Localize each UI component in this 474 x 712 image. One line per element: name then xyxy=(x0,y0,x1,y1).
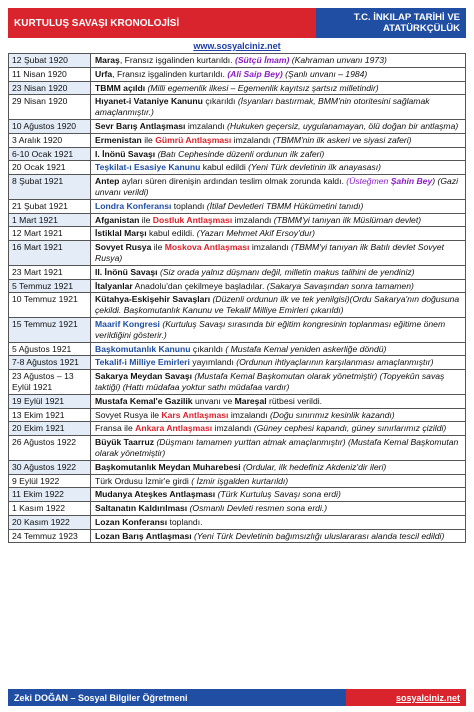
row-event xyxy=(91,356,465,369)
row-date: 11 Ekim 1922 xyxy=(9,488,91,501)
event-text: (Osmanlı Devleti resmen sona erdi.) xyxy=(187,503,328,514)
row-event xyxy=(91,488,465,501)
event-text: kabul edildi xyxy=(200,162,249,173)
row-event xyxy=(91,95,465,119)
event-text: imzalandı xyxy=(231,134,273,145)
event-text: ( Mustafa Kemal yeniden askerliğe döndü) xyxy=(225,343,387,354)
event-text: Maarif Kongresi xyxy=(95,318,160,329)
event-text: Urfa xyxy=(95,68,113,79)
row-date: 29 Nisan 1920 xyxy=(9,95,91,119)
event-text: Mudanya Ateşkes Antlaşması xyxy=(95,489,216,500)
row-date: 16 Mart 1921 xyxy=(9,241,91,265)
event-text: (TBMM'yi tanıyan ilk Batılı devlet Sovyet Rusya) xyxy=(95,242,445,263)
row-event xyxy=(91,318,465,342)
row-date: 30 Ağustos 1922 xyxy=(9,461,91,474)
event-text: toplandı xyxy=(171,200,207,211)
row-date: 9 Eylül 1922 xyxy=(9,475,91,488)
event-text: (Kurtuluş Savaşı sırasında bir eğitim kongresinin toplanması eğitime önem verildiğini gösterir.) xyxy=(95,318,446,340)
event-text: ( İzmir işgalden kurtarıldı) xyxy=(191,475,289,486)
row-event xyxy=(91,530,465,543)
row-date: 6-10 Ocak 1921 xyxy=(9,148,91,161)
event-text: çıkarıldı xyxy=(190,343,226,354)
row-event xyxy=(91,280,465,293)
event-text: Sovyet Rusya xyxy=(95,242,152,253)
row-event xyxy=(91,161,465,174)
event-text: ayları süren direnişin ardından teslim olmak zorunda kaldı. xyxy=(119,176,347,187)
page-title: KURTULUŞ SAVAŞI KRONOLOJİSİ xyxy=(8,8,316,38)
footer-site-link[interactable]: sosyalciniz.net xyxy=(346,689,466,706)
table-row xyxy=(8,502,466,516)
event-text: imzalandı xyxy=(249,242,292,253)
row-date: 5 Ağustos 1921 xyxy=(9,343,91,356)
table-row xyxy=(8,461,466,475)
row-date: 23 Ağustos – 13 Eylül 1921 xyxy=(9,370,91,394)
row-event xyxy=(91,293,465,317)
row-event xyxy=(91,175,465,199)
row-event xyxy=(91,502,465,515)
row-date: 26 Ağustos 1922 xyxy=(9,436,91,460)
row-date: 23 Nisan 1920 xyxy=(9,82,91,95)
event-text: çıkarıldı xyxy=(202,96,238,107)
event-text: (Düzenli ordunun ilk ve tek yenilgisi)(Ordu Sakarya'nın doğusuna çekildi. Başkomutanlık Kanunu ve Tekalif Milliye Emirleri çıkarıldı) xyxy=(95,294,460,316)
row-date: 1 Mart 1921 xyxy=(9,214,91,227)
row-date: 15 Temmuz 1921 xyxy=(9,318,91,342)
event-text: (Ordunun ihtiyaçlarının karşılanması amaçlanmıştır) xyxy=(236,357,434,368)
event-text: unvanı ve xyxy=(192,395,235,406)
table-row xyxy=(8,120,466,134)
row-event xyxy=(91,422,465,435)
row-date: 10 Temmuz 1921 xyxy=(9,293,91,317)
table-row xyxy=(8,293,466,318)
event-text: ile xyxy=(139,214,153,225)
row-event xyxy=(91,214,465,227)
table-row xyxy=(8,134,466,148)
event-text: Dostluk Antlaşması xyxy=(152,214,233,225)
table-row xyxy=(8,200,466,214)
table-row xyxy=(8,343,466,357)
row-date: 20 Kasım 1922 xyxy=(9,516,91,529)
row-date: 20 Ocak 1921 xyxy=(9,161,91,174)
event-text: Maraş xyxy=(95,55,120,65)
row-date: 10 Ağustos 1920 xyxy=(9,120,91,133)
event-text: Antep xyxy=(95,176,120,187)
row-event xyxy=(91,134,465,147)
event-text: Tekalif-i Milliye Emirleri xyxy=(95,357,190,368)
row-event xyxy=(91,68,465,81)
event-text: (Yeni Türk Devletinin bağımsızlığı uluslararası alanda tescil edildi) xyxy=(191,530,445,541)
event-text: Teşkilat-ı Esasiye Kanunu xyxy=(95,162,201,173)
table-row xyxy=(8,161,466,175)
event-text: Saltanatın Kaldırılması xyxy=(95,503,188,514)
table-row xyxy=(8,516,466,530)
table-row xyxy=(8,318,466,343)
table-row xyxy=(8,214,466,228)
event-text: Kars Antlaşması xyxy=(161,409,229,420)
table-row xyxy=(8,95,466,120)
event-text: , Fransız işgalinden kurtarıldı. xyxy=(112,68,228,79)
row-date: 20 Ekim 1921 xyxy=(9,422,91,435)
event-text: (Mustafa Kemal Başkomutan olarak yönetmiştir) (Topyekûn savaş taktiği) (Hattı müdafaa yoktur sathı müdafaa vardır) xyxy=(95,371,445,392)
table-row xyxy=(8,530,466,544)
row-date: 13 Ekim 1921 xyxy=(9,409,91,422)
event-text: toplandı. xyxy=(167,516,203,527)
event-text: I. İnönü Savaşı xyxy=(95,148,156,159)
event-text: (Milli egemenlik ilkesi – Egemenlik kayıtsız şartsız milletindir) xyxy=(145,82,379,93)
event-text: (Düşmanı tamamen yurttan atmak amaçlanmıştır) (Mustafa Kemal Başkomutan olarak yönetmiştir) xyxy=(95,437,459,458)
event-text: rütbesi verildi. xyxy=(266,395,323,406)
row-event xyxy=(91,436,465,460)
row-event xyxy=(91,241,465,265)
event-text: yayımlandı xyxy=(189,357,237,368)
table-row xyxy=(8,395,466,409)
event-text: (Sütçü İmam) xyxy=(234,55,290,65)
course-title-line2: ATATÜRKÇÜLÜK xyxy=(382,23,460,34)
row-date: 7-8 Ağustos 1921 xyxy=(9,356,91,369)
event-text: Şahin Bey xyxy=(390,176,433,187)
row-date: 21 Şubat 1921 xyxy=(9,200,91,213)
event-text: kabul edildi. xyxy=(146,228,197,239)
event-text: Afganistan xyxy=(95,214,140,225)
row-date: 11 Nisan 1920 xyxy=(9,68,91,81)
event-text: Moskova Antlaşması xyxy=(164,242,250,253)
event-text: (TBMM'nin ilk askeri ve siyasi zaferi) xyxy=(272,134,412,145)
event-text: (Doğu sınırımız kesinlik kazandı) xyxy=(270,409,395,420)
event-text: Kütahya-Eskişehir Savaşları xyxy=(95,294,211,305)
event-text: (Üsteğmen xyxy=(346,176,391,187)
event-text: Mustafa Kemal'e Gazilik xyxy=(95,395,193,406)
event-text: (Şanlı unvanı – 1984) xyxy=(282,68,368,79)
event-text: ile xyxy=(151,242,165,253)
event-text: Sevr Barış Antlaşması xyxy=(95,120,186,131)
row-event xyxy=(91,54,465,67)
website-link[interactable]: www.sosyalciniz.net xyxy=(193,41,281,51)
event-text: (Kahraman unvanı 1973) xyxy=(289,55,387,65)
row-event xyxy=(91,370,465,394)
event-text: (Ali Saip Bey) xyxy=(227,68,283,79)
event-text: (İsyanları bastırmak, BMM'nin otoritesini sağlamak amaçlanmıştır.) xyxy=(95,96,430,118)
event-text: Ankara Antlaşması xyxy=(135,423,213,434)
table-row xyxy=(8,68,466,82)
event-text: Başkomutanlık Kanunu xyxy=(95,343,191,354)
row-event xyxy=(91,266,465,279)
event-text: TBMM açıldı xyxy=(95,82,146,93)
event-text: ile xyxy=(141,134,156,145)
event-text: (Ordular, ilk hedefiniz Akdeniz'dir ileri) xyxy=(240,461,387,472)
row-event xyxy=(91,120,465,133)
event-text: (TBMM'yi tanıyan ilk Müslüman devlet) xyxy=(273,214,422,225)
row-date: 3 Aralık 1920 xyxy=(9,134,91,147)
table-row xyxy=(8,475,466,489)
event-text: Londra Konferansı xyxy=(95,200,172,211)
row-event xyxy=(91,343,465,356)
table-row xyxy=(8,356,466,370)
event-text: , Fransız işgalinden kurtarıldı. xyxy=(119,55,235,65)
event-text: (Türk Kurtuluş Savaşı sona erdi) xyxy=(215,489,341,500)
table-row xyxy=(8,280,466,294)
event-text: imzalandı xyxy=(212,423,254,434)
event-text: Büyük Taarruz xyxy=(95,437,155,448)
row-date: 1 Kasım 1922 xyxy=(9,502,91,515)
footer-bar xyxy=(8,689,466,706)
row-date: 8 Şubat 1921 xyxy=(9,175,91,199)
table-row xyxy=(8,422,466,436)
row-event xyxy=(91,475,465,488)
event-text: ) (Gazi unvanı verildi) xyxy=(95,176,459,197)
course-title-line1: T.C. İNKILAP TARİHİ VE xyxy=(353,12,460,23)
table-row xyxy=(8,227,466,241)
course-title xyxy=(316,8,466,38)
event-text: (Yazarı Mehmet Akif Ersoy'dur) xyxy=(196,228,315,239)
event-text: Mareşal xyxy=(234,395,267,406)
row-event xyxy=(91,461,465,474)
row-event xyxy=(91,227,465,240)
row-date: 5 Temmuz 1921 xyxy=(9,280,91,293)
event-text: Lozan Barış Antlaşması xyxy=(95,530,192,541)
table-row xyxy=(8,175,466,200)
event-text: (Güney cephesi kapandı, güney sınırlarımız çizildi) xyxy=(253,423,447,434)
event-text: (Siz orada yalnız düşmanı değil, milletin makus talihini de yendiniz) xyxy=(157,266,415,277)
table-row xyxy=(8,148,466,162)
event-text: İtalyanlar xyxy=(95,280,133,291)
event-text: (Yeni Türk devletinin ilk anayasası) xyxy=(248,162,381,173)
event-text: (İtilaf Devletleri TBMM Hükümetini tanıdı) xyxy=(206,200,364,211)
table-row xyxy=(8,241,466,266)
event-text: (Batı Cephesinde düzenli ordunun ilk zaferi) xyxy=(155,148,325,159)
row-date: 23 Mart 1921 xyxy=(9,266,91,279)
event-text: Türk Ordusu İzmir'e girdi xyxy=(95,475,192,486)
event-text: Sovyet Rusya ile xyxy=(95,409,162,420)
event-text: Lozan Konferansı xyxy=(95,516,168,527)
table-row xyxy=(8,370,466,395)
row-date: 24 Temmuz 1923 xyxy=(9,530,91,543)
event-text: İstiklal Marşı xyxy=(95,228,147,239)
header-bar xyxy=(8,8,466,38)
event-text: imzalandı xyxy=(228,409,270,420)
table-row xyxy=(8,54,466,68)
event-text: Başkomutanlık Meydan Muharebesi xyxy=(95,461,241,472)
row-event xyxy=(91,516,465,529)
table-row xyxy=(8,266,466,280)
event-text: II. İnönü Savaşı xyxy=(95,266,158,277)
row-date: 12 Mart 1921 xyxy=(9,227,91,240)
event-text: Gümrü Antlaşması xyxy=(155,134,232,145)
event-text: imzalandı xyxy=(185,120,228,131)
row-event xyxy=(91,148,465,161)
table-row xyxy=(8,436,466,461)
event-text: imzalandı xyxy=(232,214,274,225)
row-event xyxy=(91,200,465,213)
timeline-table xyxy=(8,53,466,543)
table-row xyxy=(8,409,466,423)
event-text: Fransa ile xyxy=(95,423,136,434)
row-event xyxy=(91,409,465,422)
row-date: 12 Şubat 1920 xyxy=(9,54,91,67)
table-row xyxy=(8,82,466,96)
event-text: Ermenistan xyxy=(95,134,142,145)
table-row xyxy=(8,488,466,502)
author-credit: Zeki DOĞAN – Sosyal Bilgiler Öğretmeni xyxy=(8,689,346,706)
event-text: (Sakarya Savaşından sonra tamamen) xyxy=(266,280,414,291)
row-date: 19 Eylül 1921 xyxy=(9,395,91,408)
event-text: Anadolu'dan çekilmeye başladılar. xyxy=(132,280,267,291)
event-text: (Hukuken geçersiz, uygulanamayan, ölü doğan bir antlaşma) xyxy=(227,120,459,131)
event-text: Hıyanet-i Vataniye Kanunu xyxy=(95,96,203,107)
row-event xyxy=(91,395,465,408)
row-event xyxy=(91,82,465,95)
event-text: Sakarya Meydan Savaşı xyxy=(95,371,192,382)
